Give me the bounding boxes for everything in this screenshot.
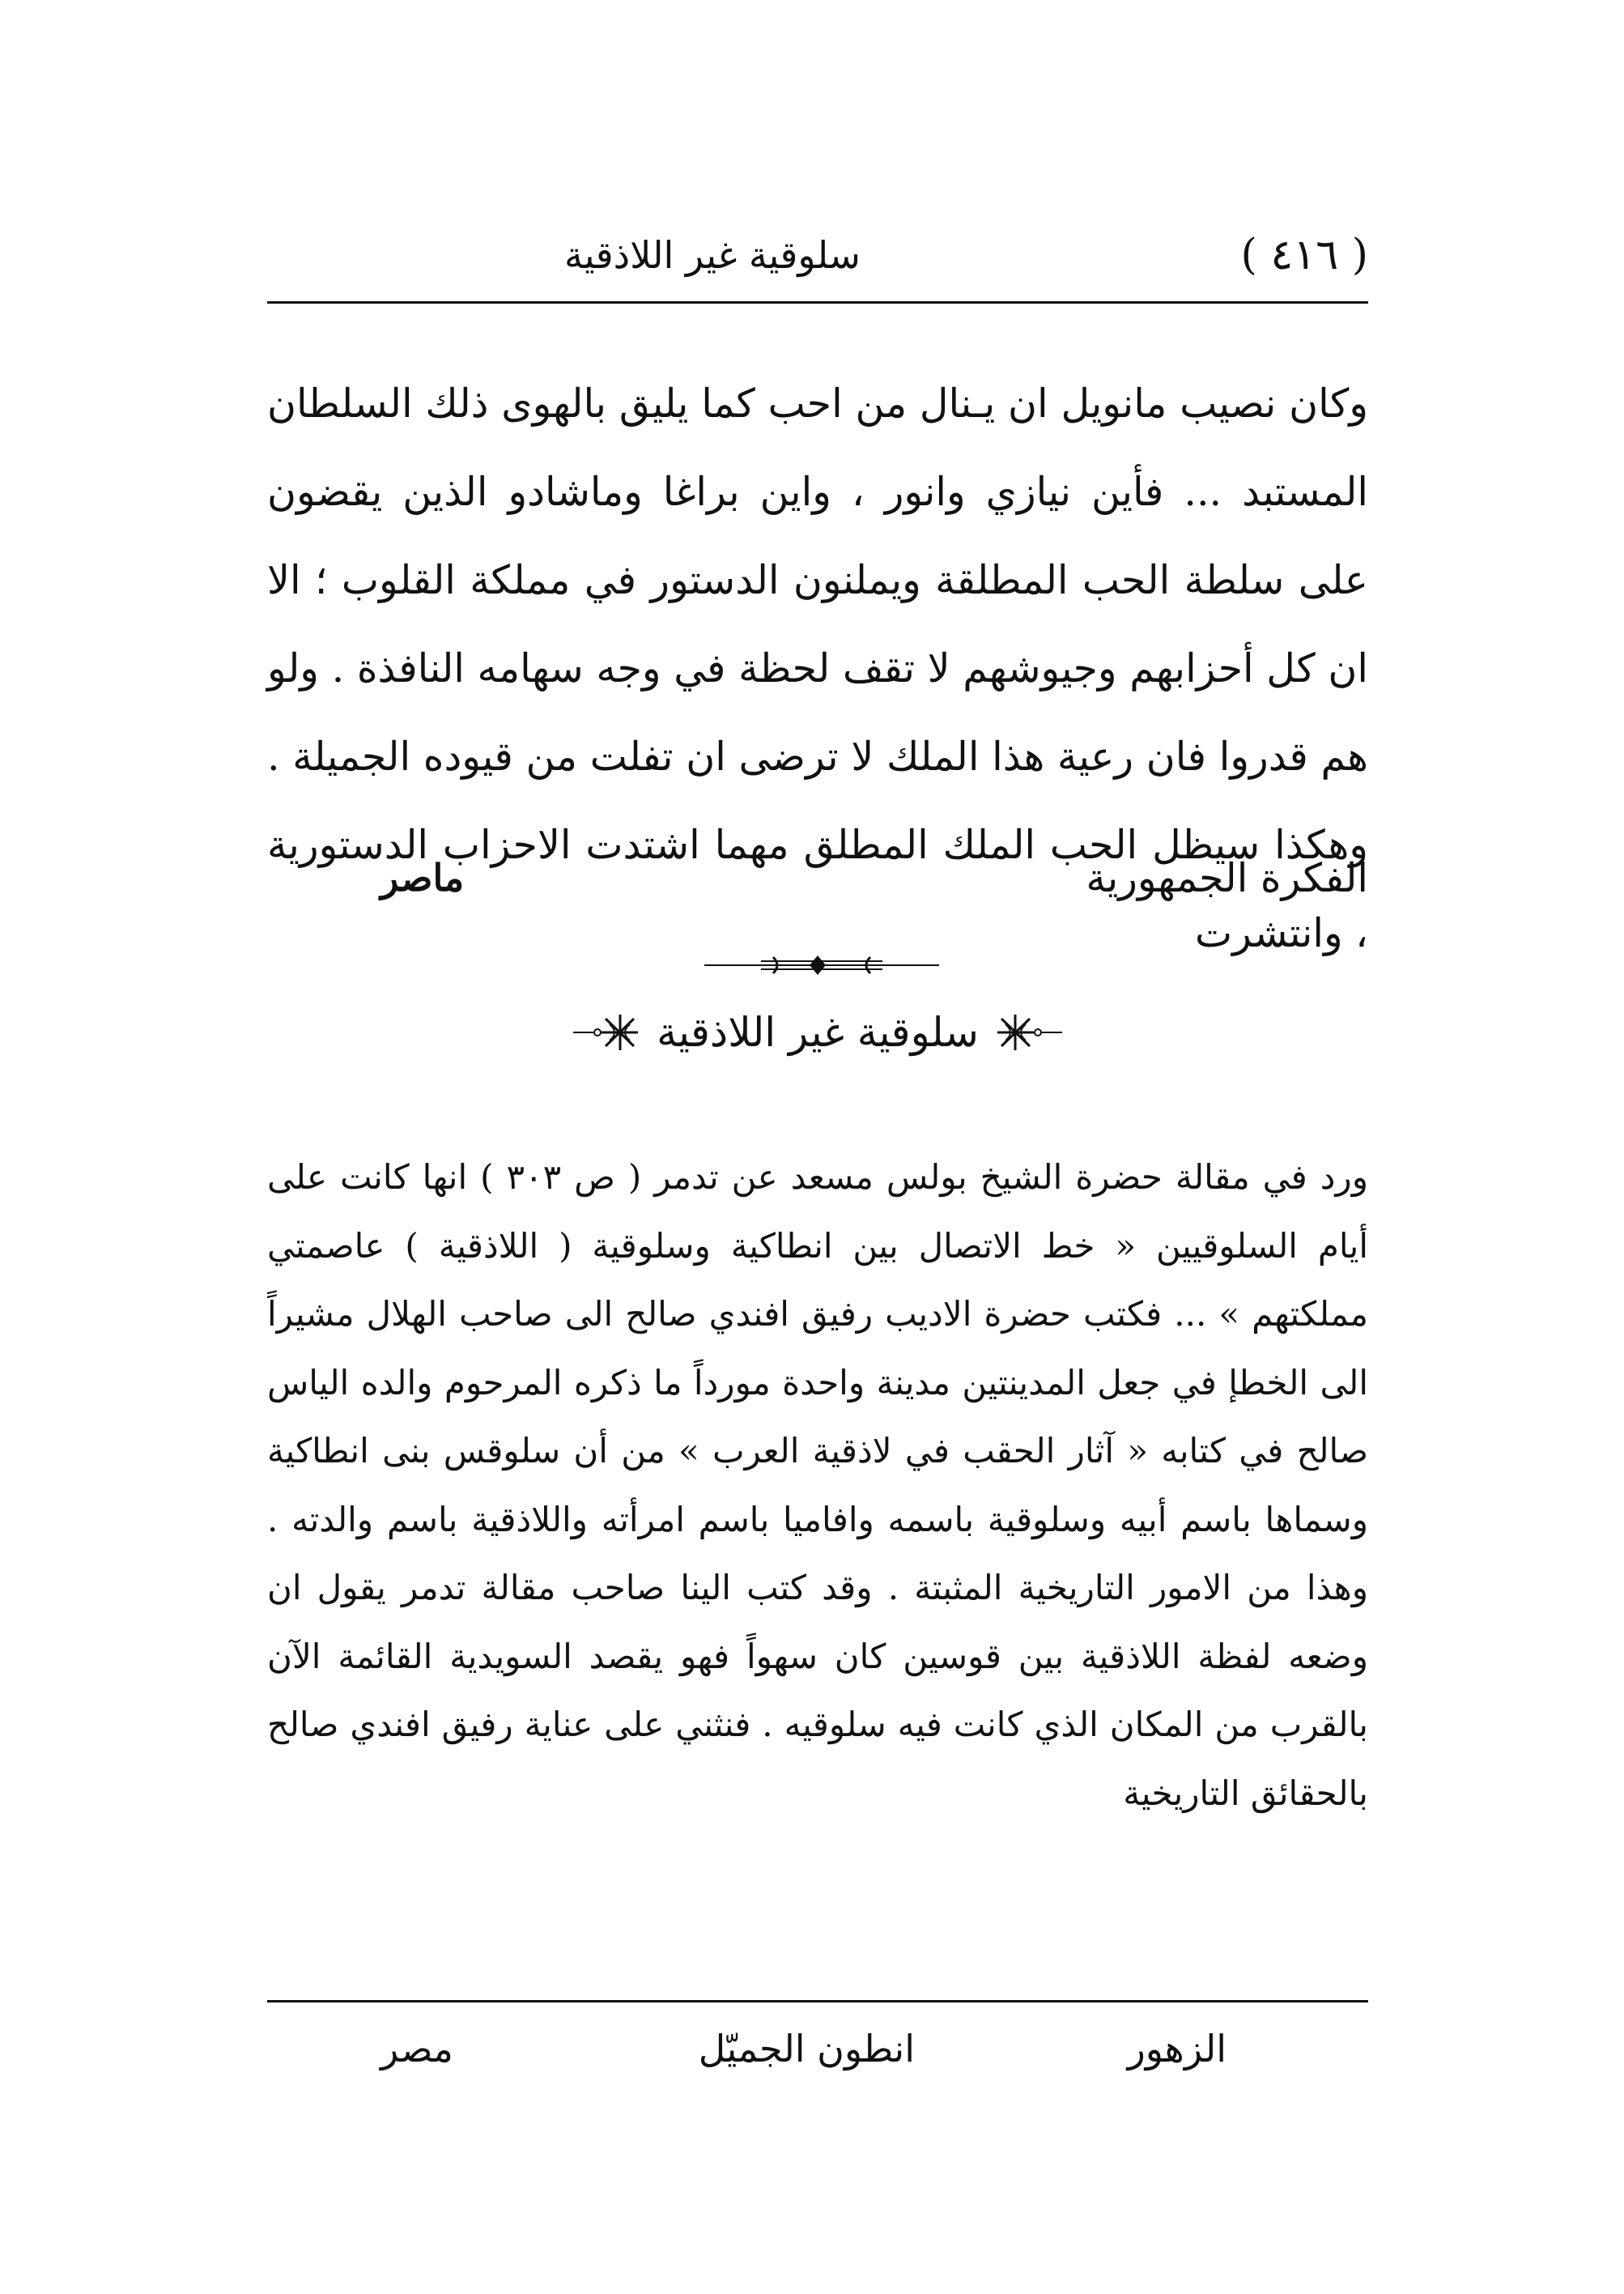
page-footer [267, 2012, 1368, 2085]
footer-rule [267, 2000, 1368, 2002]
running-title: سلوقية غير اللاذقية [564, 233, 861, 277]
section-heading [267, 992, 1368, 1073]
footer-editor: انطون الجميّل [698, 2027, 915, 2071]
closing-phrase: الفكرة الجمهورية [1086, 855, 1368, 901]
article-closing-line [267, 834, 1368, 922]
section-paragraph: ورد في مقالة حضرة الشيخ بولس مسعد عن تدمر ( ص ٣٠٣ ) انها كانت على أيام السلوقيين « خط الاتصال بين انطاكية وسلوقية ( اللاذقية ) عاصمتي مملكتهم » ... فكتب حضرة الاديب رفيق افندي صالح الى صاحب الهلال مشيراً الى الخطإ في جعل المدينتين مدينة واحدة مورداً ما ذكره المرحوم والده الياس صالح في كتابه « آثار الحقب في لاذقية العرب » من أن سلوقس بنى انطاكية وسماها باسم أبيه وسلوقية باسمه وافاميا باسم امرأته واللاذقية باسم والدته . وهذا من الامور التاريخية المثبتة . وقد كتب الينا صاحب مقالة تدمر يقول ان وضعه لفظة اللاذقية بين قوسين كان سهواً فهو يقصد السويدية القائمة الآن بالقرب من المكان الذي كانت فيه سلوقيه . فنثني على عناية رفيق افندي صالح بالحقائق التاريخية [267, 1157, 1368, 1813]
page-number: ( ٤١٦ ) [1240, 231, 1368, 279]
ornamental-divider [704, 949, 939, 981]
footer-journal: الزهور [1127, 2027, 1227, 2071]
article-end-paragraph: وكان نصيب مانويل ان يـنال من احب كما يليق بالهوى ذلك السلطان المستبد ... فأين نيازي وانور ، واين براغا وماشادو الذين يقضون على سلطة الحب المطلقة ويملنون الدستور في مملكة القلوب ؛ الا ان كل أحزابهم وجيوشهم لا تقف لحظة في وجه سهامه النافذة . ولو هم قدروا فان رعية هذا الملك لا ترضى ان تفلت من قيوده الجميلة . وهكذا سيظل الحب الملك المطلق مهما اشتدت الاحزاب الدستورية ، وانتشرت [267, 381, 1368, 956]
section-title: سلوقية غير اللاذقية [657, 1009, 979, 1056]
author-signature: ماصر [380, 856, 465, 900]
heading-ornament-right-icon [993, 1012, 1066, 1053]
heading-ornament-left-icon [569, 1012, 642, 1053]
footer-place: مصر [380, 2027, 453, 2071]
running-header [267, 219, 1368, 292]
header-rule [267, 301, 1368, 304]
